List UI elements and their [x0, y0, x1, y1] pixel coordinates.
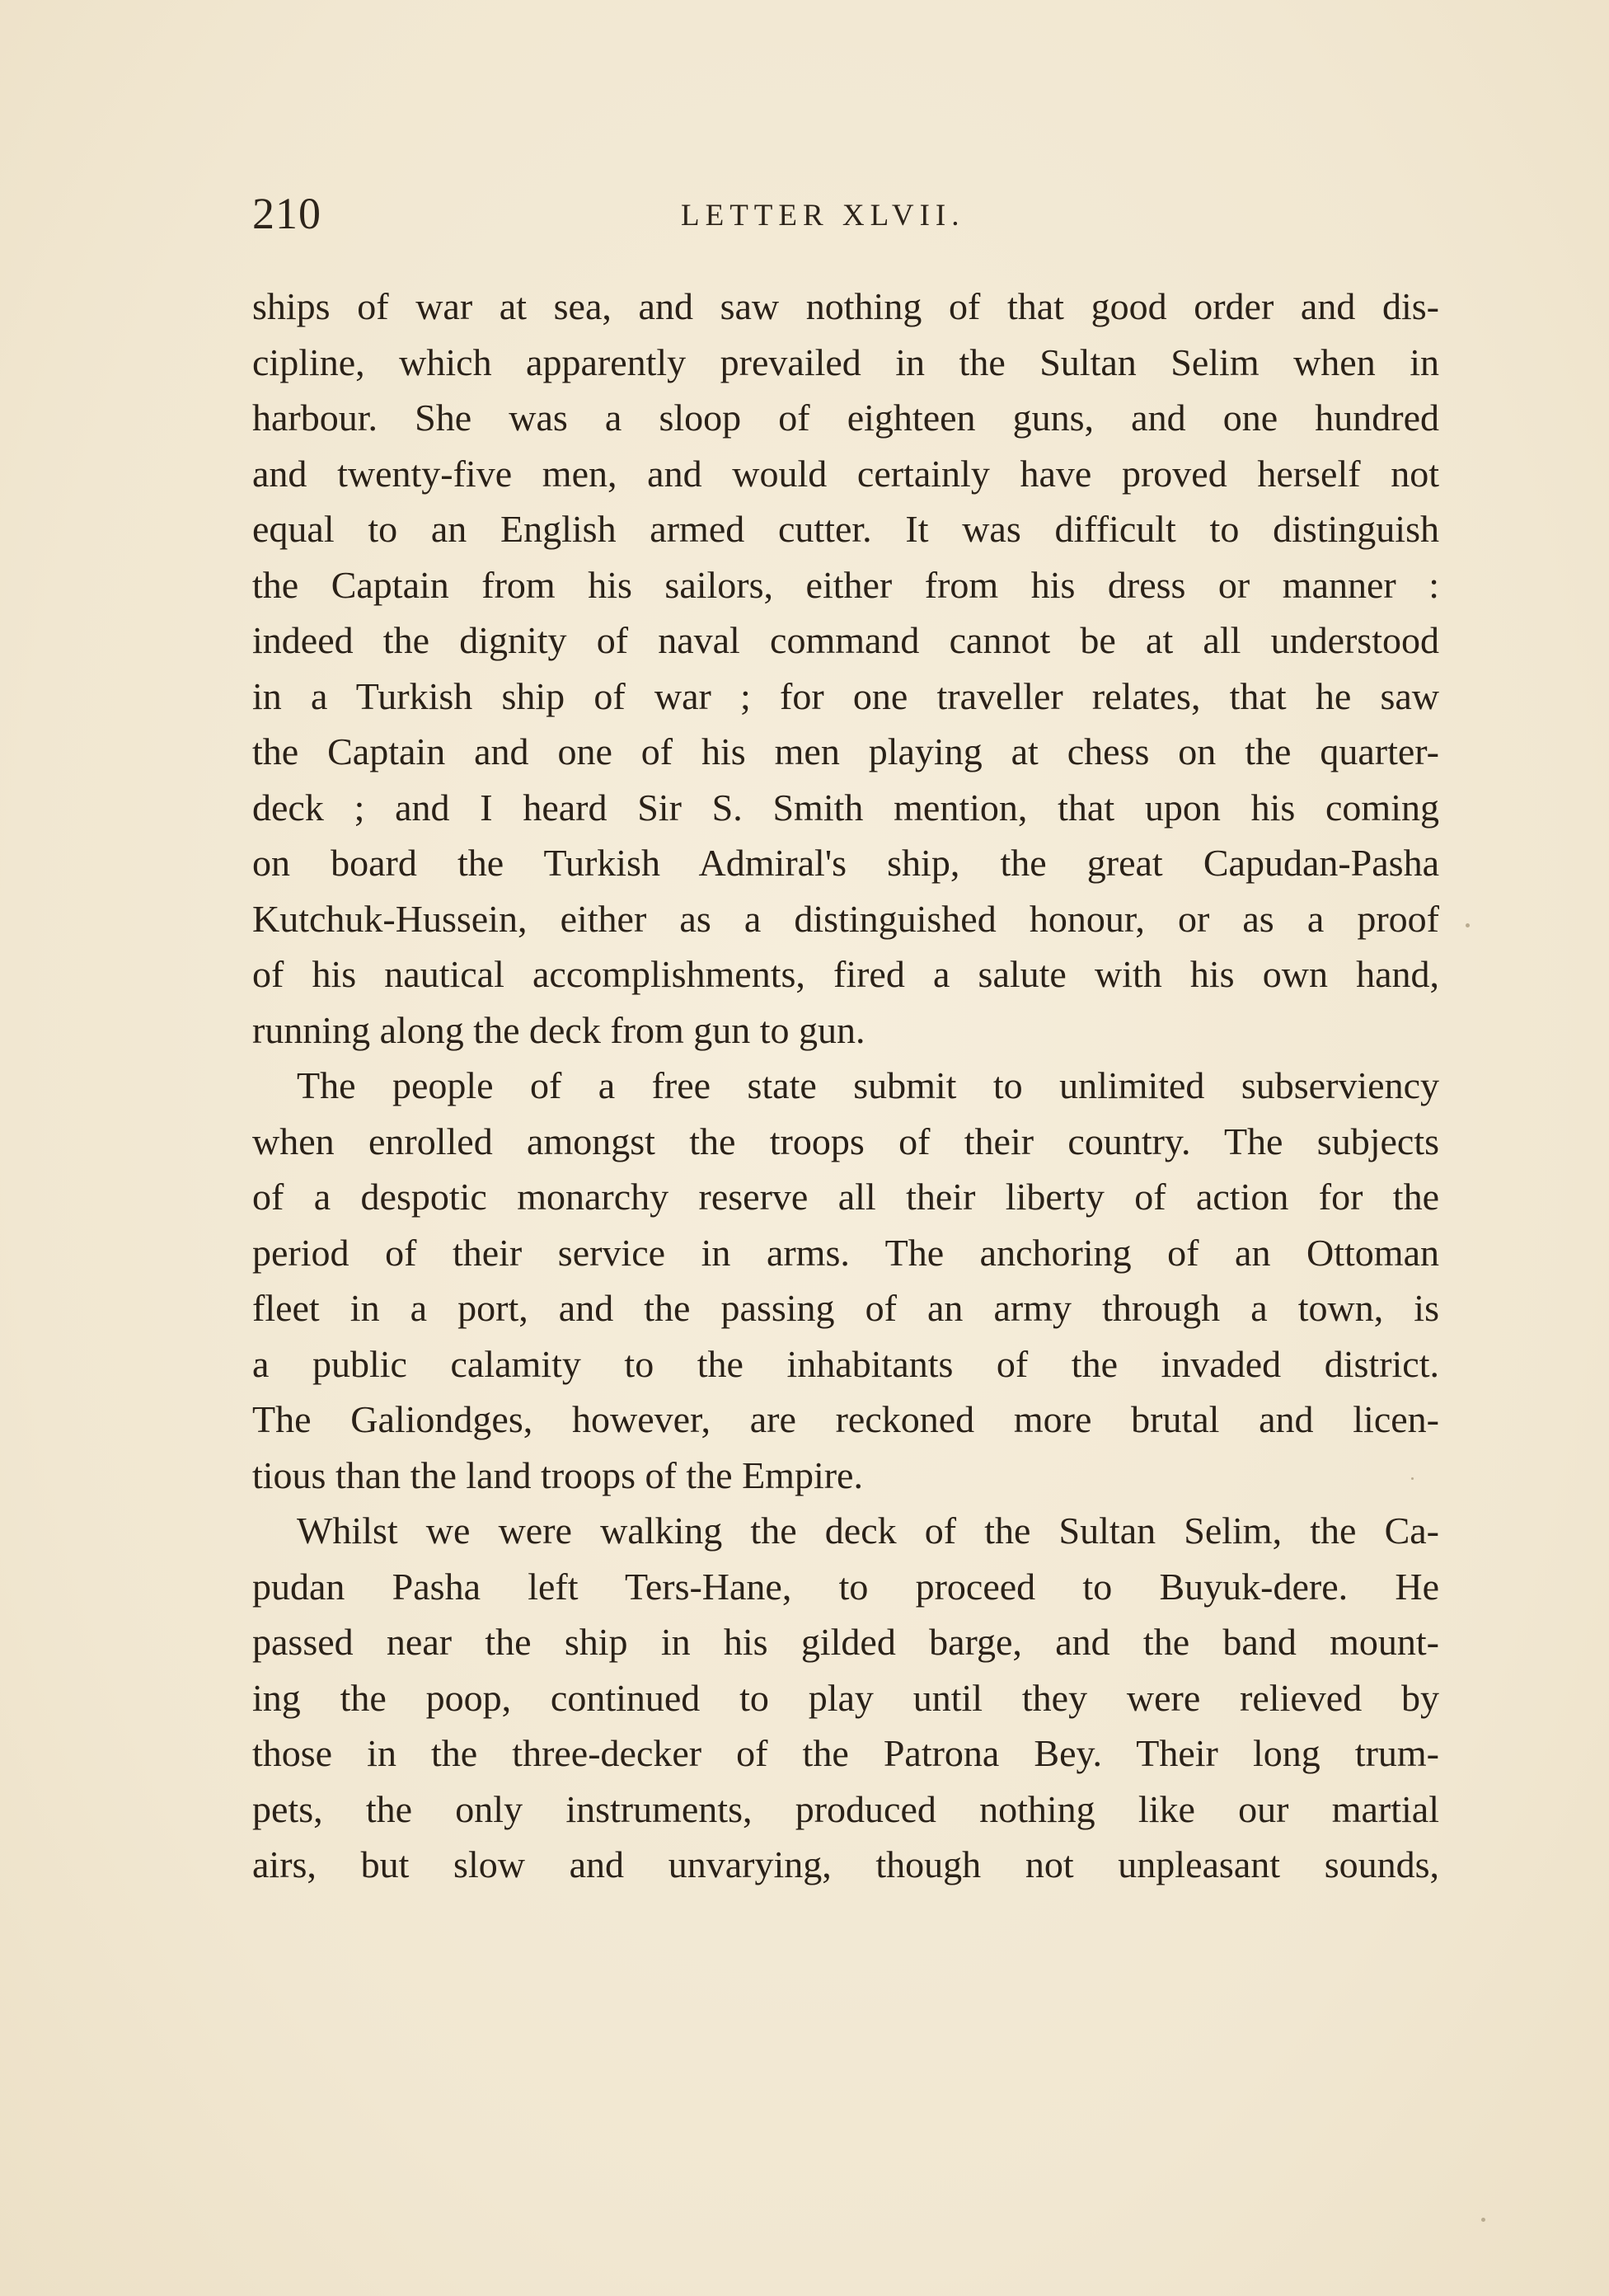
- text-line: those in the three-decker of the Patrona Bey. Their long trum-: [252, 1732, 1439, 1774]
- text-line: period of their service in arms. The anchoring of an Ottoman: [252, 1231, 1439, 1274]
- page-header: [252, 188, 1439, 246]
- text-line: the Captain from his sailors, either from his dress or manner :: [252, 563, 1439, 606]
- text-line: of his nautical accomplishments, fired a salute with his own hand,: [252, 953, 1439, 995]
- text-line: of a despotic monarchy reserve all their liberty of action for the: [252, 1176, 1439, 1218]
- text-line: ships of war at sea, and saw nothing of that good order and dis-: [252, 285, 1439, 327]
- text-line: cipline, which apparently prevailed in the Sultan Selim when in: [252, 340, 1439, 383]
- text-line: and twenty-five men, and would certainly have proved herself not: [252, 452, 1439, 495]
- text-line: running along the deck from gun to gun.: [252, 1008, 865, 1051]
- text-line: Kutchuk-Hussein, either as a distinguished honour, or as a proof: [252, 897, 1439, 940]
- text-line: Whilst we were walking the deck of the Sultan Selim, the Ca-: [297, 1510, 1439, 1552]
- text-line: indeed the dignity of naval command cannot be at all understood: [252, 619, 1439, 661]
- paper-speck: [1466, 923, 1470, 927]
- paper-speck: [1411, 1477, 1414, 1480]
- text-line: pudan Pasha left Ters-Hane, to proceed to Buyuk-dere. He: [252, 1565, 1439, 1608]
- text-line: deck ; and I heard Sir S. Smith mention, that upon his coming: [252, 786, 1439, 829]
- paragraph-2: [252, 1058, 1439, 1503]
- text-line: on board the Turkish Admiral's ship, the great Capudan-Pasha: [252, 842, 1439, 884]
- text-line: tious than the land troops of the Empire.: [252, 1453, 863, 1496]
- text-line: passed near the ship in his gilded barge, and the band mount-: [252, 1621, 1439, 1663]
- running-head: LETTER XLVII.: [681, 199, 965, 232]
- paragraph-1: [252, 279, 1439, 1058]
- text-line: ing the poop, continued to play until they were relieved by: [252, 1676, 1439, 1719]
- text-line: in a Turkish ship of war ; for one traveller relates, that he saw: [252, 674, 1439, 717]
- text-line: a public calamity to the inhabitants of the invaded district.: [252, 1342, 1439, 1385]
- paragraph-3: [252, 1503, 1439, 1893]
- text-line: pets, the only instruments, produced nothing like our martial: [252, 1787, 1439, 1830]
- text-line: The people of a free state submit to unlimited subserviency: [297, 1064, 1439, 1106]
- body-text: [252, 279, 1439, 1893]
- text-line: fleet in a port, and the passing of an army through a town, is: [252, 1287, 1439, 1329]
- paper-speck: [1481, 2218, 1485, 2222]
- page-number: 210: [252, 189, 321, 238]
- text-line: harbour. She was a sloop of eighteen guns, and one hundred: [252, 397, 1439, 439]
- text-line: equal to an English armed cutter. It was difficult to distinguish: [252, 508, 1439, 550]
- text-line: when enrolled amongst the troops of their country. The subjects: [252, 1120, 1439, 1162]
- text-line: the Captain and one of his men playing at chess on the quarter-: [252, 730, 1439, 772]
- text-line: The Galiondges, however, are reckoned more brutal and licen-: [252, 1398, 1439, 1440]
- text-line: airs, but slow and unvarying, though not unpleasant sounds,: [252, 1843, 1439, 1885]
